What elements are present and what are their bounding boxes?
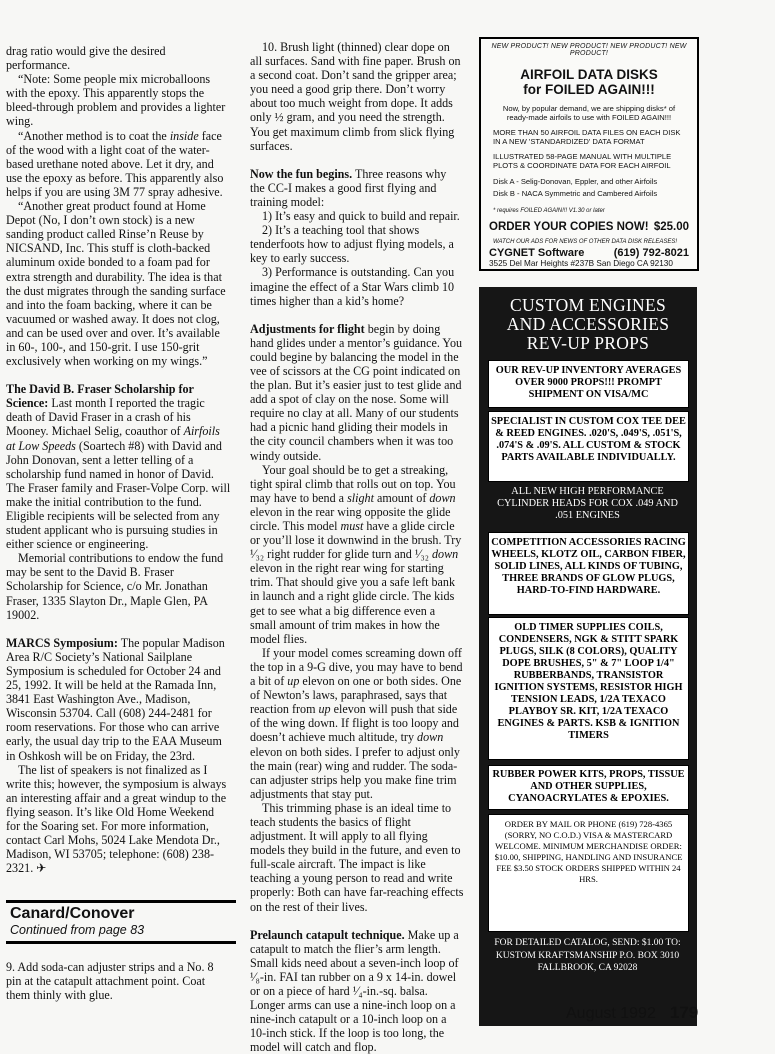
fraser-section: The David B. Fraser Scholarship for Science: Last month I reported the tragic death of David Fraser in a crash of his Mooney. Michael Selig, coauthor of Airfoils at Low Speeds (Soartech #8) with David and John Donovan, sent a letter telling of a scholarship fund named in honor of David. The Fraser family and Fraser-Volpe Corp. will make the initial contribution to the fund. Eligible recipients will be selected from any student applicant who is pursuing studies in either science or engineering. — [6, 382, 231, 552]
page-footer — [566, 1003, 698, 1023]
paragraph: “Note: Some people mix microballoons with the epoxy. This apparently stops the bleed-through problem and provides a lighter wing. — [6, 72, 226, 129]
column-middle — [250, 40, 464, 1054]
continued-box — [6, 900, 236, 944]
ad-box-rubber-power: RUBBER POWER KITS, PROPS, TISSUE AND OTHER SUPPLIES, CYANOACRYLATES & EPOXIES. — [488, 765, 689, 810]
paragraph: “Another great product found at Home Depot (No, I don’t own stock) is a new sanding product called Rinse’n Reuse by NICSAND, Inc. This stuff is cloth-backed aluminum oxide bonded to a foam pad for extra strength and durability. The idea is that the dust migrates through the sanding surface and into the foam backing, where it can be vacuumed or washed away. It does not clog, and can be used over and over. It’s available in 60-, 100-, and 150-grit. I use 150-grit exclusively when working on my wings.” — [6, 199, 226, 369]
ad-box-ordering: ORDER BY MAIL OR PHONE (619) 728-4365 (SORRY, NO C.O.D.) VISA & MASTERCARD WELCOME. MINIMUM MERCHANDISE ORDER: $10.00, SHIPPING, HANDLING AND INSURANCE FEE $3.50 STOCK ORDERS SHIPPED WITHIN 24 HRS. — [488, 814, 689, 932]
section-heading: Now the fun begins. — [250, 166, 353, 181]
section-heading: Adjustments for flight — [250, 321, 365, 336]
ad-address: 3525 Del Mar Heights #237B San Diego CA 92130 — [489, 258, 673, 268]
list-item: 1) It’s easy and quick to build and repair. — [262, 209, 460, 224]
ad-dark-catalog: FOR DETAILED CATALOG, SEND: $1.00 TO: KUSTOM KRAFTSMANSHIP P.O. BOX 3010 FALLBROOK, CA 92028 — [494, 938, 681, 973]
paragraph: This trimming phase is an ideal time to teach students the basics of flight adjustment. It will apply to all flying models they build in the future, and even to full-scale aircraft. The impact is like teaching a young person to read and write properly: Both can have far-reaching effects on the rest of their lives. — [250, 800, 464, 914]
ad-requirement: * requires FOILED AGAIN!!! V1.30 or later — [493, 207, 605, 214]
ad-box-competition: COMPETITION ACCESSORIES RACING WHEELS, KLOTZ OIL, CARBON FIBER, SOLID LINES, ALL KINDS OF TUBING, THREE BRANDS OF GLOW PLUGS, HARD-TO-FIND HARDWARE. — [488, 532, 689, 615]
paragraph: Adjustments for flight begin by doing hand glides under a mentor’s guidance. You could begine by balancing the model in the vee of scissors at the CG point indicated on the plan. But it’s easier just to test glide and add a spot of clay on the nose. Some will require no clay at all. Many of our students had a picnic hand gliding their models in the city council chambers when it was too windy outside. — [250, 321, 463, 463]
section-heading: Prelaunch catapult technique. — [250, 927, 405, 942]
ad-box-inventory: OUR REV-UP INVENTORY AVERAGES OVER 9000 PROPS!!! PROMPT SHIPMENT ON VISA/MC — [488, 360, 689, 408]
list-item: 2) It’s a teaching tool that shows tenderfoots how to adjust flying models, a key to early success. — [250, 223, 454, 266]
paragraph: “Another method is to coat the inside face of the wood with a light coat of the water-based urethane noted above. Let it dry, and use the epoxy as before. This apparently also helps if you are using 3M 77 spray adhesive. — [6, 128, 224, 199]
ad-phone: (619) 792-8021 — [613, 246, 689, 259]
advertisement-custom-engines — [479, 287, 697, 1026]
ad-company: CYGNET Software (619) 792-8021 — [489, 246, 689, 259]
ad-price: $25.00 — [653, 221, 689, 234]
column-left — [6, 44, 231, 875]
paragraph: 10. Brush light (thinned) clear dope on all surfaces. Sand with fine paper. Brush on a second coat. Don’t sand the gripper area; you need a good grip there. Don’t worry about too much weight from dope. It adds only ½ gram, and you need the strength. You get maximum climb from slick flying surfaces. — [250, 40, 461, 153]
ad-box-cox-specialist: SPECIALIST IN CUSTOM COX TEE DEE & REED ENGINES. .020'S, .049'S, .051'S, .074'S & .09'S. ALL CUSTOM & STOCK PARTS AVAILABLE INDIVIDUALLY. — [488, 411, 689, 482]
ad-line: ILLUSTRATED 58-PAGE MANUAL WITH MULTIPLE PLOTS & COORDINATE DATA FOR EACH AIRFOIL — [493, 152, 672, 170]
page-number: 179 — [669, 1003, 699, 1022]
advertisement-airfoil-disks — [479, 37, 699, 271]
ad-title: AIRFOIL DATA DISKS — [520, 67, 658, 82]
paragraph: 9. Add soda-can adjuster strips and a No. 8 pin at the catapult attachment point. Coat them thinly with glue. — [6, 960, 214, 1003]
ad-subtitle: for FOILED AGAIN!!! — [523, 82, 655, 97]
paragraph: drag ratio would give the desired performance. — [6, 44, 166, 73]
canard-title: Canard/Conover — [10, 905, 135, 922]
paragraph: Prelaunch catapult technique. Make up a catapult to match the flier’s arm length. Small kids need about a seven-inch loop of ¹⁄₈-in. FAI tan rubber on a 9 x 14-in. dowel or on a piece of hard ¹⁄₄-in.-sq. balsa. Longer arms can use a nine-inch loop on a nine-inch catapult or a 10-inch loop on a 10-inch stick. If the loop is too long, the model will catch and flop. — [250, 927, 459, 1054]
paragraph: Your goal should be to get a streaking, tight spiral climb that rolls out on top. You may have to bend a slight amount of down elevon in the rear wing opposite the glide circle. This model must have a glide circle or you’ll lose it downwind in the brush. Try ¹⁄₃₂ right rudder for glide turn and ¹⁄₃₂ down elevon in the right rear wing for starting trim. That should give you a safe left bank in launch and a right glide circle. The kids get to see what a big difference even a small amount of trim makes in how the model flies. — [250, 462, 462, 646]
ad-note: WATCH OUR ADS FOR NEWS OF OTHER DATA DISK RELEASES! — [493, 239, 678, 246]
paragraph: If your model comes screaming down off the top in a 9-G dive, you may have to bend a bit of up elevon on one or both sides. One of Newton’s laws, paraphrased, says that reaction from up elevon will push that side of the wing down. If flight is too loopy and doesn’t achieve much altitude, try down elevon on both sides. I prefer to adjust only the main (rear) wing and rudder. The soda-can adjuster strips help you make fine trim adjustments that stay put. — [250, 645, 463, 801]
paragraph: The list of speakers is not finalized as I write this; however, the symposium is always an interesting affair and a great windup to the flying season. It’s like Old Home Weekend for the Soaring set. For more information, contact Carl Mohs, 5024 Lake Mendota Dr., Madison, WI 53705; telephone: (608) 238-2321. ✈ — [6, 762, 227, 876]
issue-date: August 1992 — [566, 1005, 656, 1022]
ad-line: Disk B - NACA Symmetric and Cambered Airfoils — [493, 189, 658, 199]
paragraph: Now the fun begins. Three reasons why the CC-I makes a good first flying and training model: — [250, 166, 447, 209]
ad-line: Now, by popular demand, we are shipping disks* of ready-made airfoils to use with FOILED AGAIN!!! — [502, 104, 676, 122]
paragraph: Memorial contributions to endow the fund may be sent to the David B. Fraser Scholarship for Science, c/o Mr. Jonathan Fraser, 1335 Slayton Dr., Maple Glen, PA 19002. — [6, 551, 224, 622]
ad-line: Disk A - Selig-Donovan, Eppler, and other Airfoils — [493, 176, 658, 186]
section-heading: MARCS Symposium: — [6, 635, 118, 650]
ad-line: MORE THAN 50 AIRFOIL DATA FILES ON EACH DISK IN A NEW 'STANDARDIZED' DATA FORMAT — [493, 128, 681, 146]
ad-dark-cylinder-heads: ALL NEW HIGH PERFORMANCE CYLINDER HEADS FOR COX .049 AND .051 ENGINES — [497, 486, 678, 521]
ad-box-old-timer: OLD TIMER SUPPLIES COILS, CONDENSERS, NGK & STITT SPARK PLUGS, SILK (8 COLORS), QUALITY DOPE BRUSHES, 5" & 7" LOOP 1/4" RUBBERBANDS, TRANSISTOR IGNITION SYSTEMS, RESISTOR HIGH TENSION LEADS, 1/2A TEXACO PLAYBOY SR. KIT, 1/2A TEXACO ENGINES & PARTS. KSB & IGNITION TIMERS — [488, 617, 689, 760]
column-left-continued — [6, 960, 231, 1002]
list-item: 3) Performance is outstanding. Can you imagine the effect of a Star Wars climb 10 times higher than a kid’s home? — [250, 265, 455, 308]
continued-from: Continued from page 83 — [10, 923, 145, 937]
ad-banner: NEW PRODUCT! NEW PRODUCT! NEW PRODUCT! NEW PRODUCT! — [491, 43, 687, 57]
ad-order: ORDER YOUR COPIES NOW! $25.00 — [489, 221, 689, 234]
section-heading: The David B. Fraser Scholarship for Science: — [6, 382, 194, 411]
ad-headline: CUSTOM ENGINES AND ACCESSORIES REV-UP PROPS — [506, 295, 670, 353]
marcs-section: MARCS Symposium: The popular Madison Area R/C Society’s National Sailplane Symposium is scheduled for October 24 and 25, 1992. It will be held at the Ramada Inn, 3841 East Washington Ave., Madison, Wisconsin 53704. Call (608) 244-2481 for room reservations. For those who can arrive early, the usual day trip to the EAA Museum in Oshkosh will be on Friday, the 23rd. — [6, 635, 225, 763]
